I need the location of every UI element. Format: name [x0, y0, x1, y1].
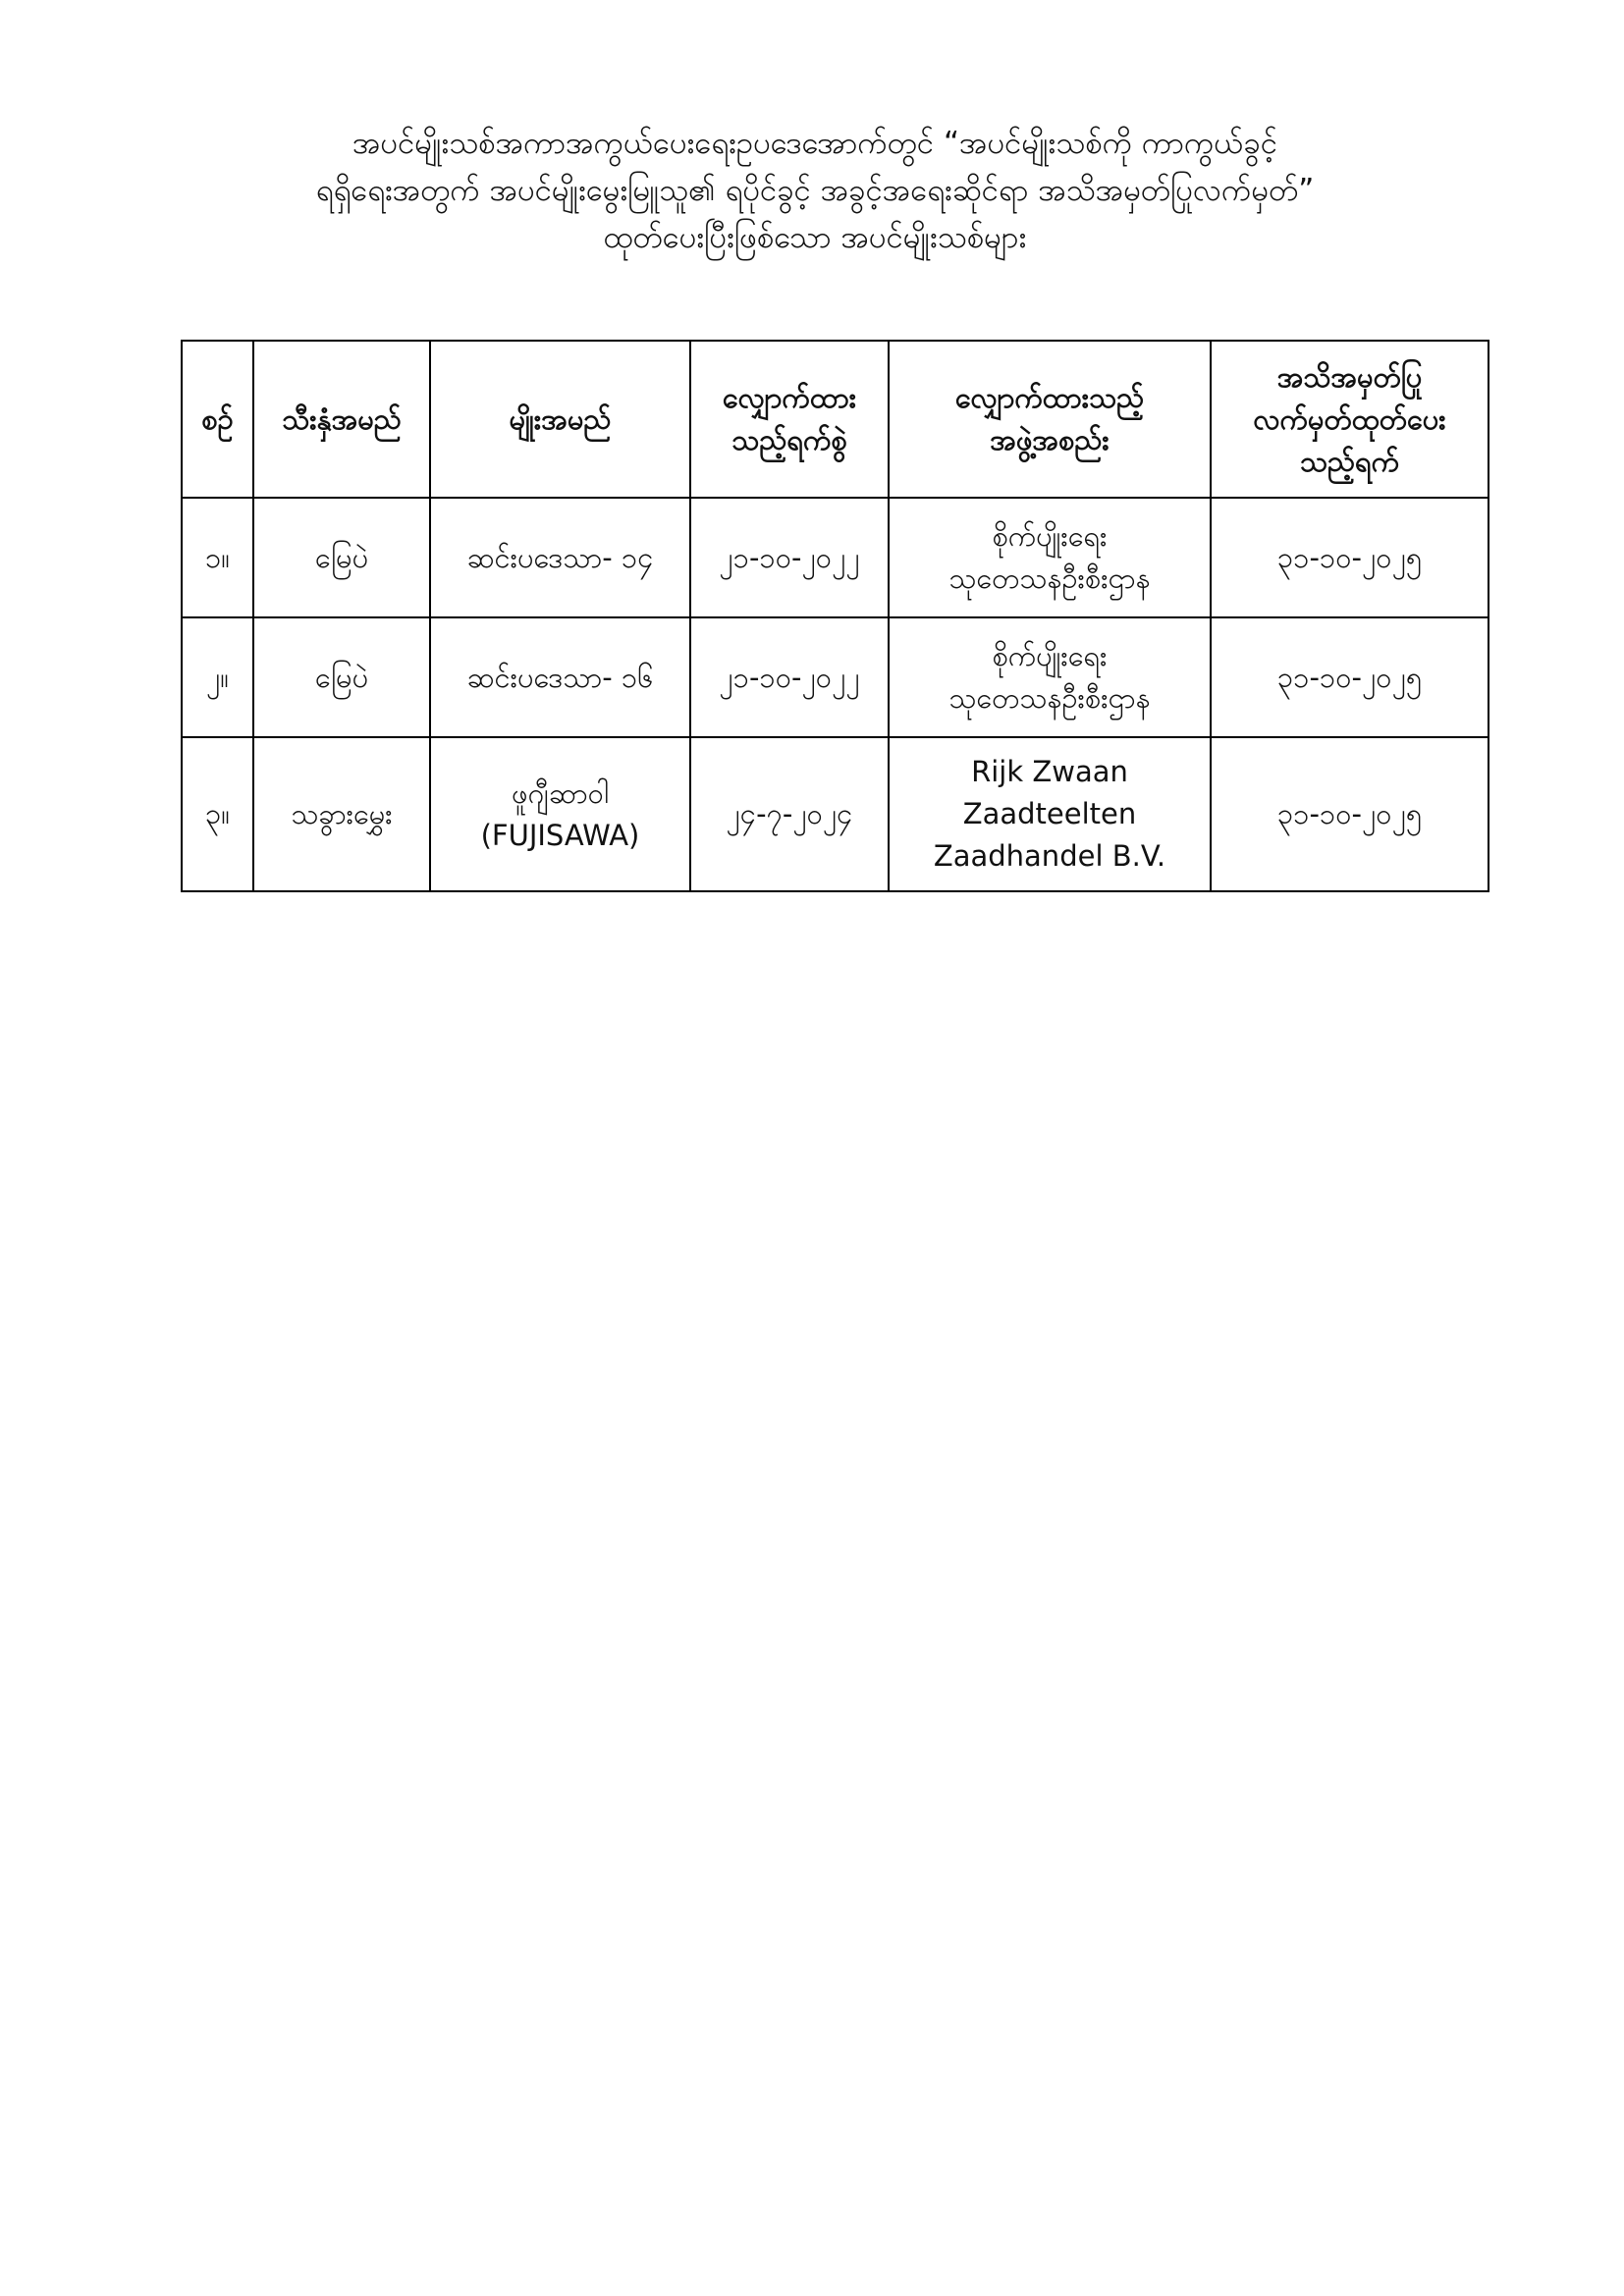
title-line-2: ရရှိရေးအတွက် အပင်မျိုးမွေးမြူသူ၏ ရပိုင်ခွင့် အခွင့်အရေးဆိုင်ရာ အသိအမှတ်ပြုလက်မှတ်” — [315, 173, 1315, 208]
cell-application-date: ၂၁-၁၀-၂၀၂၂ — [690, 498, 889, 617]
table-row — [182, 498, 1489, 617]
header-serial-no: စဉ် — [182, 341, 253, 498]
cell-certificate-date: ၃၁-၁၀-၂၀၂၅ — [1211, 498, 1489, 617]
header-certificate-date: အသိအမှတ်ပြု လက်မှတ်ထုတ်ပေး သည့်ရက် — [1211, 341, 1489, 498]
table-row — [182, 617, 1489, 737]
header-application-date: လျှောက်ထား သည့်ရက်စွဲ — [690, 341, 889, 498]
title-line-1: အပင်မျိုးသစ်အကာအကွယ်ပေးရေးဥပဒေအောက်တွင် “အပင်မျိုးသစ်ကို ကာကွယ်ခွင့် — [352, 126, 1278, 161]
table-header-row — [182, 341, 1489, 498]
cell-applicant-organization: စိုက်ပျိုးရေး သုတေသနဦးစီးဌာန — [889, 498, 1211, 617]
title-line-3: ထုတ်ပေးပြီးဖြစ်သော အပင်မျိုးသစ်များ — [603, 220, 1027, 255]
cell-application-date: ၂၁-၁၀-၂၀၂၂ — [690, 617, 889, 737]
cell-applicant-organization: Rijk Zwaan Zaadteelten Zaadhandel B.V. — [889, 737, 1211, 891]
table-row — [182, 737, 1489, 891]
header-applicant-organization: လျှောက်ထားသည့် အဖွဲ့အစည်း — [889, 341, 1211, 498]
varieties-table — [181, 340, 1489, 892]
cell-certificate-date: ၃၁-၁၀-၂၀၂၅ — [1211, 617, 1489, 737]
cell-variety-name: ဆင်းပဒေသာ- ၁၆ — [430, 617, 690, 737]
cell-variety-name: ဖူဂျီဆာဝါ (FUJISAWA) — [430, 737, 690, 891]
cell-serial-no: ၃။ — [182, 737, 253, 891]
cell-application-date: ၂၄-၇-၂၀၂၄ — [690, 737, 889, 891]
cell-serial-no: ၂။ — [182, 617, 253, 737]
header-crop-name: သီးနှံအမည် — [253, 341, 430, 498]
cell-crop-name: မြေပဲ — [253, 617, 430, 737]
cell-crop-name: မြေပဲ — [253, 498, 430, 617]
cell-certificate-date: ၃၁-၁၀-၂၀၂၅ — [1211, 737, 1489, 891]
cell-applicant-organization: စိုက်ပျိုးရေး သုတေသနဦးစီးဌာန — [889, 617, 1211, 737]
cell-serial-no: ၁။ — [182, 498, 253, 617]
document-title — [177, 120, 1453, 261]
header-variety-name: မျိုးအမည် — [430, 341, 690, 498]
cell-variety-name: ဆင်းပဒေသာ- ၁၄ — [430, 498, 690, 617]
cell-crop-name: သခွားမွှေး — [253, 737, 430, 891]
